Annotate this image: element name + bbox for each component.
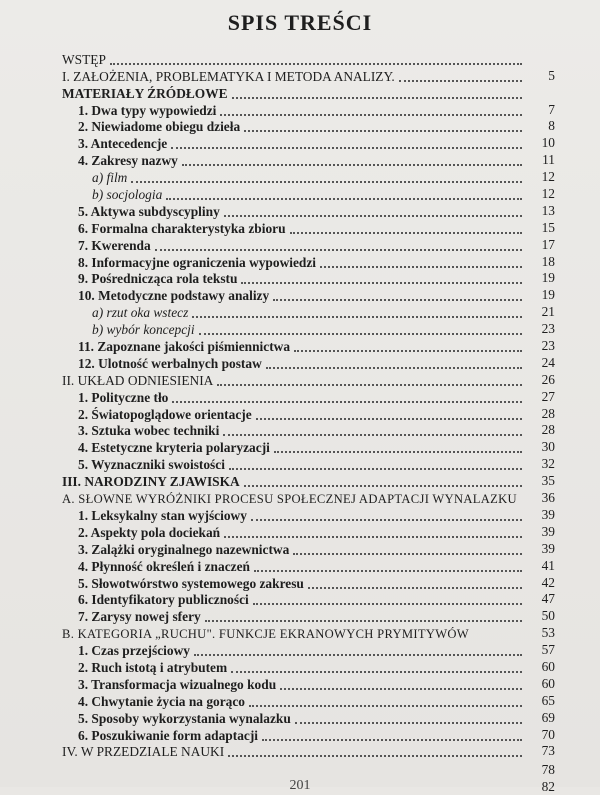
toc-entry-label: 4. Estetyczne kryteria polaryzacji [78,440,270,456]
toc-entry-page: 28 [541,405,555,421]
toc-leader-dots [295,722,522,724]
toc-entry [0,237,600,254]
toc-entry-label: b) socjologia [92,187,163,203]
toc-entry-label: 6. Formalna charakterystyka zbioru [78,220,286,236]
toc-entry-page: 26 [541,371,555,387]
toc-entry [0,51,600,68]
toc-entry [0,710,600,727]
toc-entry [0,490,600,507]
toc-extra-page: 82 [541,778,555,794]
toc-entry [0,558,600,575]
toc-leader-dots [155,249,522,251]
toc-entry-page: 12 [541,169,555,185]
table-of-contents [0,51,600,760]
toc-entry [0,575,600,592]
toc-entry [0,372,600,389]
toc-entry-label: 6. Identyfikatory publiczności [78,592,249,608]
toc-entry-page: 7 [548,101,555,117]
toc-leader-dots [241,282,522,284]
toc-leader-dots [223,434,522,436]
toc-leader-dots [273,299,522,301]
toc-entry-page: 42 [541,574,555,590]
toc-entry [0,473,600,490]
toc-leader-dots [253,603,522,605]
toc-entry-page: 8 [548,118,555,134]
toc-entry-page: 35 [541,473,555,489]
toc-entry-page: 19 [541,270,555,286]
toc-entry [0,608,600,625]
toc-entry-page: 23 [541,338,555,354]
toc-entry-label: 11. Zapoznane jakości piśmiennictwa [78,339,291,355]
toc-leader-dots [229,468,522,470]
toc-leader-dots [110,63,522,65]
toc-entry [0,625,600,642]
toc-entry-label: B. KATEGORIA „RUCHU". FUNKCJE EKRANOWYCH PRYMITYWÓW [62,627,469,642]
toc-entry-page: 57 [541,642,555,658]
toc-leader-dots [172,401,522,403]
toc-entry-page: 10 [541,135,555,151]
toc-entry [0,271,600,288]
toc-entry-label: a) film [92,170,128,186]
toc-entry-page: 39 [541,523,555,539]
toc-entry-label: III. NARODZINY ZJAWISKA [62,474,240,490]
toc-leader-dots [182,164,522,166]
toc-leader-dots [308,587,522,589]
toc-leader-dots [254,570,522,572]
toc-leader-dots [290,232,522,234]
toc-entry [0,389,600,406]
toc-leader-dots [166,198,522,200]
toc-entry [0,507,600,524]
toc-leader-dots [199,333,522,335]
toc-entry-page: 24 [541,354,555,370]
toc-entry [0,85,600,102]
toc-entry [0,727,600,744]
toc-entry [0,186,600,203]
toc-leader-dots [194,654,522,656]
toc-leader-dots [293,553,522,555]
toc-leader-dots [224,536,522,538]
toc-entry [0,456,600,473]
toc-leader-dots [220,114,522,116]
toc-entry-label: 8. Informacyjne ograniczenia wypowiedzi [78,254,317,270]
toc-leader-dots [266,367,522,369]
toc-entry-label: II. UKŁAD ODNIESIENIA [62,372,214,388]
toc-entry-label: 5. Aktywa subdyscypliny [78,203,220,219]
page-title: SPIS TREŚCI [227,10,373,35]
toc-entry [0,304,600,321]
toc-leader-dots [294,350,522,352]
toc-extra-page: 78 [541,761,555,777]
toc-entry [0,203,600,220]
toc-entry [0,152,600,169]
toc-leader-dots [228,755,522,757]
toc-entry-page: 39 [541,506,555,522]
toc-leader-dots [217,384,522,386]
toc-leader-dots [249,705,522,707]
toc-entry-label: 1. Polityczne tło [78,389,169,405]
toc-entry [0,68,600,85]
toc-entry-label: MATERIAŁY ŹRÓDŁOWE [62,85,228,101]
toc-entry-page: 50 [541,608,555,624]
toc-entry-label: a) rzut oka wstecz [92,305,189,321]
toc-entry-label: A. SŁOWNE WYRÓŻNIKI PROCESU SPOŁECZNEJ ADAPTACJI WYNALAZKU [62,492,517,507]
toc-leader-dots [244,485,522,487]
toc-entry-label: b) wybór koncepcji [92,322,195,338]
toc-entry-label: 2. Aspekty pola dociekań [78,524,221,540]
toc-entry-label: 7. Kwerenda [78,237,151,253]
toc-leader-dots [231,671,522,673]
toc-entry-page: 60 [541,675,555,691]
toc-leader-dots [232,97,522,99]
toc-entry-page: 5 [548,67,555,83]
toc-entry [0,744,600,761]
toc-entry [0,355,600,372]
toc-leader-dots [205,620,522,622]
toc-entry [0,406,600,423]
toc-entry-label: 5. Wyznaczniki swoistości [78,457,225,473]
toc-entry-label: 12. Ulotność werbalnych postaw [78,355,262,371]
toc-entry-page: 69 [541,709,555,725]
toc-entry-page: 32 [541,456,555,472]
toc-entry-label: 4. Zakresy nazwy [78,153,178,169]
toc-entry-label: 2. Niewiadome obiegu dzieła [78,119,241,135]
toc-entry-label: 5. Sposoby wykorzystania wynalazku [78,710,291,726]
toc-leader-dots [171,147,522,149]
toc-entry-label: IV. W PRZEDZIALE NAUKI [62,744,225,760]
toc-entry-label: WSTĘP [62,51,106,67]
toc-entry-page: 73 [541,743,555,759]
toc-entry-page: 27 [541,388,555,404]
toc-entry-page: 17 [541,236,555,252]
toc-entry-label: 6. Poszukiwanie form adaptacji [78,727,259,743]
toc-entry-page: 19 [541,287,555,303]
toc-entry-page: 23 [541,321,555,337]
toc-entry-label: 3. Transformacja wizualnego kodu [78,676,277,692]
toc-entry [0,169,600,186]
toc-leader-dots [251,519,522,521]
toc-entry-label: 1. Dwa typy wypowiedzi [78,102,217,118]
toc-entry-page: 53 [541,625,555,641]
toc-leader-dots [274,451,522,453]
toc-leader-dots [224,215,522,217]
toc-entry-page: 11 [542,152,555,168]
toc-leader-dots [280,688,522,690]
toc-entry [0,220,600,237]
toc-leader-dots [131,181,522,183]
toc-entry-page: 30 [541,439,555,455]
toc-entry-page: 47 [541,591,555,607]
toc-entry [0,676,600,693]
toc-entry-page: 39 [541,540,555,556]
toc-leader-dots [262,739,522,741]
toc-entry [0,693,600,710]
toc-entry-page: 60 [541,658,555,674]
toc-leader-dots [256,418,522,420]
toc-entry [0,338,600,355]
toc-entry [0,254,600,271]
toc-entry-page: 13 [541,202,555,218]
toc-entry-page: 12 [541,186,555,202]
toc-entry-label: 3. Antecedencje [78,136,168,152]
toc-entry-label: 2. Światopoglądowe orientacje [78,406,252,422]
toc-entry-label: 7. Zarysy nowej sfery [78,609,201,625]
toc-entry [0,423,600,440]
toc-entry [0,119,600,136]
toc-leader-dots [399,80,522,82]
toc-entry [0,524,600,541]
toc-entry-label: 3. Zalążki oryginalnego nazewnictwa [78,541,290,557]
toc-leader-dots [192,316,522,318]
toc-leader-dots [244,130,522,132]
toc-entry-page: 28 [541,422,555,438]
toc-entry-page: 65 [541,692,555,708]
toc-entry-label: 9. Pośrednicząca rola tekstu [78,271,238,287]
toc-entry-page: 70 [541,726,555,742]
toc-entry [0,541,600,558]
toc-entry [0,135,600,152]
toc-entry [0,592,600,609]
toc-entry-page: 18 [541,253,555,269]
toc-entry-label: 5. Słowotwórstwo systemowego zakresu [78,575,304,591]
toc-entry-label: 2. Ruch istotą i atrybutem [78,659,228,675]
toc-entry-label: 1. Czas przejściowy [78,643,190,659]
toc-entry [0,659,600,676]
toc-leader-dots [320,266,522,268]
toc-entry-page: 41 [541,557,555,573]
toc-entry-page: 36 [541,490,555,506]
toc-entry-label: I. ZAŁOŻENIA, PROBLEMATYKA I METODA ANALIZY. [62,68,395,84]
page-number: 201 [289,778,311,793]
toc-entry [0,102,600,119]
toc-entry-label: 3. Sztuka wobec techniki [78,423,220,439]
toc-entry-label: 4. Chwytanie życia na gorąco [78,693,245,709]
toc-entry [0,287,600,304]
toc-entry [0,321,600,338]
toc-entry-page: 15 [541,219,555,235]
toc-entry-page: 21 [541,304,555,320]
toc-entry-label: 1. Leksykalny stan wyjściowy [78,507,247,523]
toc-entry-label: 4. Płynność określeń i znaczeń [78,558,250,574]
toc-entry-label: 10. Metodyczne podstawy analizy [78,288,270,304]
toc-entry [0,439,600,456]
toc-entry [0,642,600,659]
